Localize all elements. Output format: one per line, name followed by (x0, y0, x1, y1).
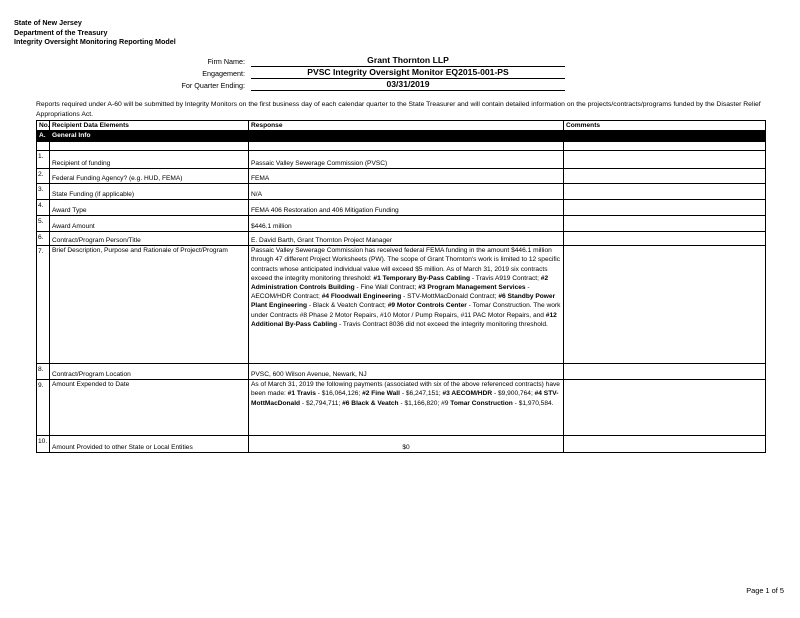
row-comments (564, 246, 766, 364)
section-row-general-info (37, 131, 766, 142)
section-letter: A. (37, 131, 50, 142)
row-number: 1. (37, 151, 50, 169)
document-header (14, 18, 176, 47)
state-name: State of New Jersey (14, 18, 82, 27)
row-comments (564, 200, 766, 216)
row-comments (564, 232, 766, 246)
row-number: 3. (37, 184, 50, 200)
table-row (37, 246, 766, 364)
row-response-description: Passaic Valley Sewerage Commission has received federal FEMA funding in the amount $446.1 million through 47 different Project Worksheets (PW). The scope of Grant Thornton's work is limited to 12 specific contracts whose anticipated individual value will exceed $5 million. As of March 31, 2019 six contracts exceed the integrity monitoring threshold: #1 Temporary By-Pass Cabling - Travis A919 Contract; #2 Administration Controls Building - Fine Wall Contract; #3 Program Management Services - AECOM/HDR Contract; #4 Floodwall Engineering - STV-MottMacDonald Contract; #6 Standby Power Plant Engineering - Black & Veatch Contract; #9 Motor Controls Center - Tomar Construction. The work under Contracts #8 Phase 2 Motor Repairs, #10 Motor / Pump Repairs, #11 PAC Motor Repairs, and #12 Additional By-Pass Cabling - Travis Contract 8036 did not exceed the integrity monitoring threshold. (249, 246, 564, 364)
report-model-title: Integrity Oversight Monitoring Reporting Model (14, 37, 176, 46)
row-comments (564, 364, 766, 380)
row-number: 10. (37, 436, 50, 453)
row-label: Contract/Program Location (50, 364, 249, 380)
row-label: Award Type (50, 200, 249, 216)
engagement-label: Engagement: (202, 69, 245, 78)
section-title: General Info (50, 131, 766, 142)
row-comments (564, 169, 766, 184)
row-label: State Funding (if applicable) (50, 184, 249, 200)
row-response: E. David Barth, Grant Thornton Project Manager (249, 232, 564, 246)
quarter-ending-label: For Quarter Ending: (181, 81, 245, 90)
row-number: 9. (37, 380, 50, 436)
table-row (37, 184, 766, 200)
row-label: Amount Provided to other State or Local Entities (50, 436, 249, 453)
row-response: $446.1 million (249, 216, 564, 232)
row-label: Recipient of funding (50, 151, 249, 169)
quarter-ending-value: 03/31/2019 (251, 79, 565, 91)
row-comments (564, 436, 766, 453)
row-response: PVSC, 600 Wilson Avenue, Newark, NJ (249, 364, 564, 380)
column-header-response: Response (249, 121, 564, 131)
table-row (37, 232, 766, 246)
row-number: 7. (37, 246, 50, 364)
column-header-elements: Recipient Data Elements (50, 121, 249, 131)
page-number: Page 1 of 5 (746, 586, 784, 595)
row-response-payments: As of March 31, 2019 the following payments (associated with six of the above referenced contracts) have been made: #1 Travis - $16,064,126; #2 Fine Wall - $6,247,151; #3 AECOM/HDR - $9,900,764; #4 STV-MottMacDonald - $2,794,711; #6 Black & Veatch - $1,166,820; #9 Tomar Construction - $1,970,584. (249, 380, 564, 436)
row-comments (564, 184, 766, 200)
table-row (37, 200, 766, 216)
row-label: Contract/Program Person/Title (50, 232, 249, 246)
table-row (37, 380, 766, 436)
table-row (37, 151, 766, 169)
firm-name-label: Firm Name: (207, 57, 245, 66)
table-row (37, 216, 766, 232)
row-comments (564, 151, 766, 169)
row-number: 6. (37, 232, 50, 246)
row-number: 4. (37, 200, 50, 216)
table-row (37, 364, 766, 380)
row-label: Brief Description, Purpose and Rationale of Project/Program (50, 246, 249, 364)
row-number: 5. (37, 216, 50, 232)
row-comments (564, 216, 766, 232)
row-label: Award Amount (50, 216, 249, 232)
row-response: N/A (249, 184, 564, 200)
table-header-row (37, 121, 766, 131)
recipient-data-table (36, 120, 766, 453)
row-number: 8. (37, 364, 50, 380)
table-row (37, 169, 766, 184)
row-number: 2. (37, 169, 50, 184)
column-header-comments: Comments (564, 121, 766, 131)
row-response: $0 (249, 436, 564, 453)
row-label: Amount Expended to Date (50, 380, 249, 436)
spacer-row (37, 142, 766, 151)
row-comments (564, 380, 766, 436)
row-response: Passaic Valley Sewerage Commission (PVSC) (249, 151, 564, 169)
table-row (37, 436, 766, 453)
column-header-no: No. (37, 121, 50, 131)
row-response: FEMA 406 Restoration and 406 Mitigation Funding (249, 200, 564, 216)
firm-name-value: Grant Thornton LLP (251, 55, 565, 67)
department-name: Department of the Treasury (14, 27, 108, 37)
reporting-note: Reports required under A-60 will be submitted by Integrity Monitors on the first business day of each calendar quarter to the State Treasurer and will contain detailed information on the projects/contracts/programs funded by the Disaster Relief Appropriations Act. (36, 101, 761, 118)
row-label: Federal Funding Agency? (e.g. HUD, FEMA) (50, 169, 249, 184)
row-response: FEMA (249, 169, 564, 184)
engagement-value: PVSC Integrity Oversight Monitor EQ2015-001-PS (251, 67, 565, 79)
